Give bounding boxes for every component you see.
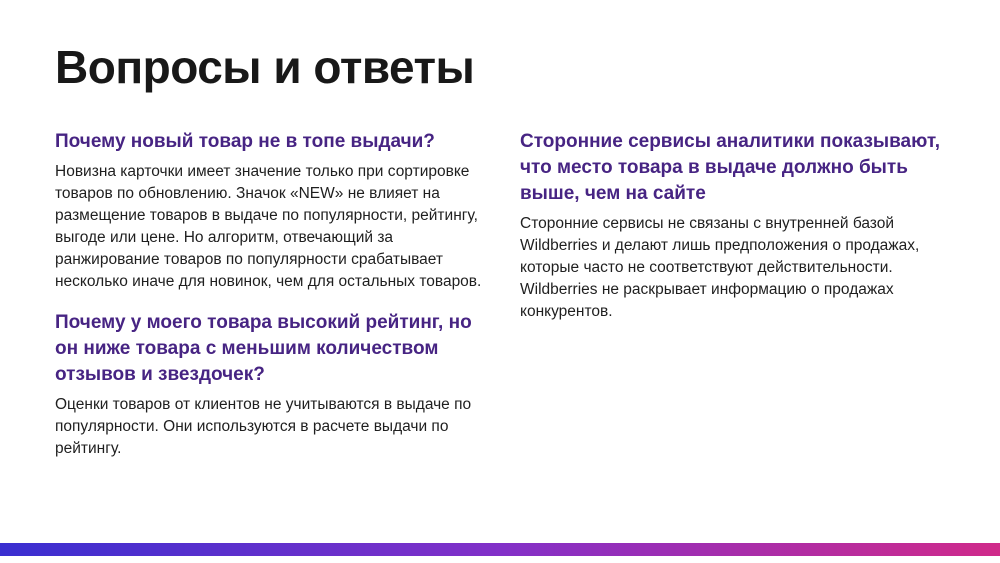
faq-column-right [520,129,952,477]
faq-column-left [55,129,487,477]
answer-text: Сторонние сервисы не связаны с внутренней базой Wildberries и делают лишь предположения о продажах, которые часто не соответствуют действительности. Wildberries не раскрывает информацию о продажах конкурентов. [520,215,920,320]
question-heading: Сторонние сервисы аналитики показывают, что место товара в выдаче должно быть выше, чем на сайте [520,131,941,204]
qa-item [55,129,487,293]
faq-columns [55,129,952,477]
question-heading: Почему новый товар не в топе выдачи? [55,131,435,152]
page-title: Вопросы и ответы [55,41,475,93]
answer-text: Оценки товаров от клиентов не учитываются в выдаче по популярности. Они используются в расчете выдачи по рейтингу. [55,396,472,457]
brand-gradient-bar [0,543,1000,556]
question-heading: Почему у моего товара высокий рейтинг, но он ниже товара с меньшим количеством отзывов и звездочек? [55,312,472,385]
answer-text: Новизна карточки имеет значение только при сортировке товаров по обновлению. Значок «NEW» не влияет на размещение товаров в выдаче по популярности, рейтингу, выгоде или цене. Но алгоритм, отвечающий за ранжирование товаров по популярности срабатывает несколько иначе для новинок, чем для остальных товаров. [55,163,482,290]
qa-item [520,129,952,323]
qa-item [55,310,487,460]
